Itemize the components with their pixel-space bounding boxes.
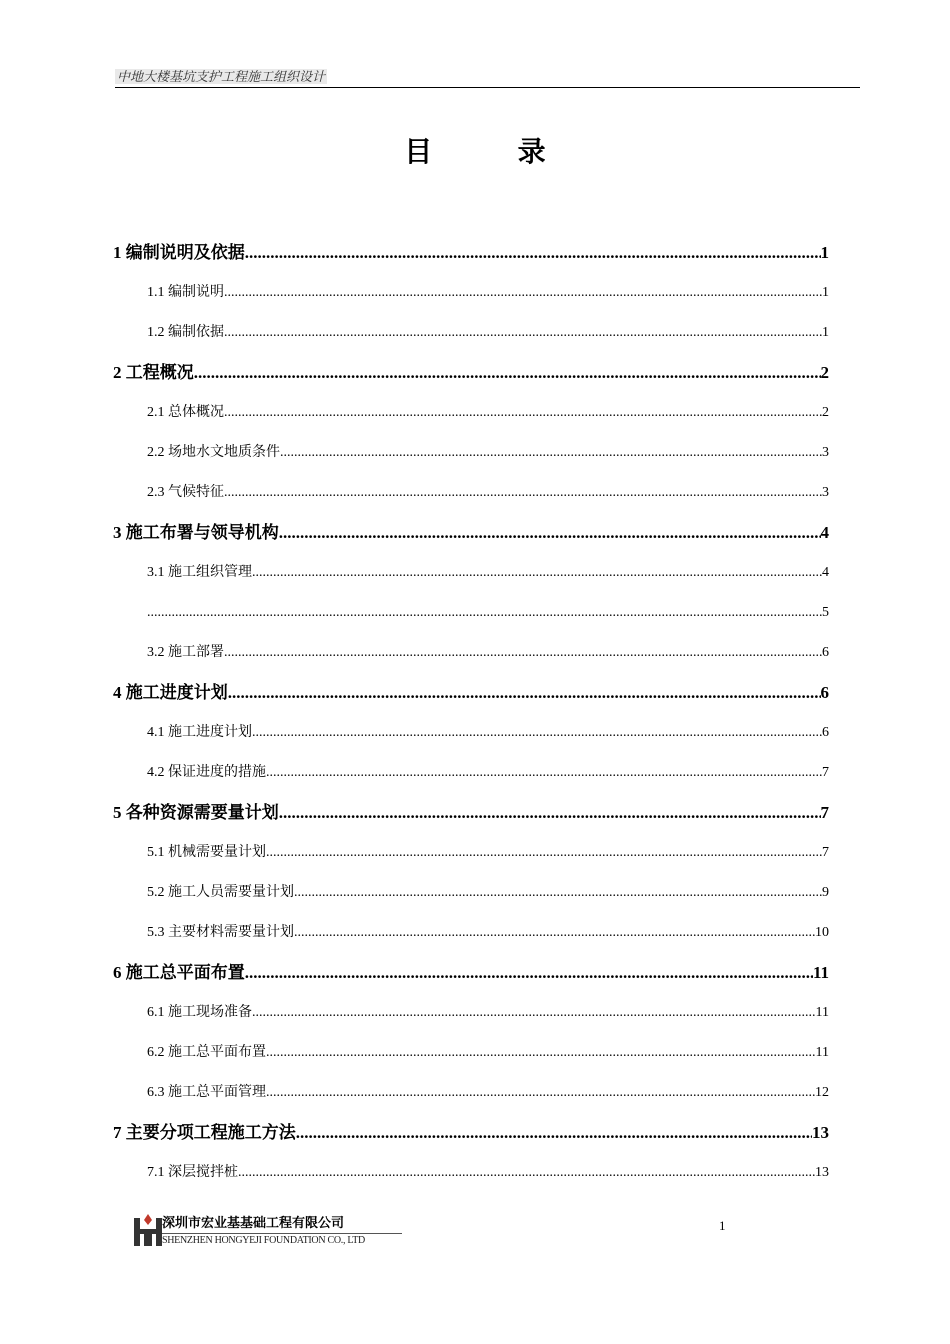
toc-entry-label: 1.1 编制说明 <box>147 285 224 300</box>
company-name-en: SHENZHEN HONGYEJI FOUNDATION CO., LTD <box>162 1235 365 1246</box>
toc-dot-leader <box>252 713 822 753</box>
toc-entry-label: 6 施工总平面布置 <box>113 963 245 982</box>
toc-entry-page: 3 <box>822 485 829 500</box>
toc-section-entry[interactable] <box>113 313 829 353</box>
toc-entry-page: 2 <box>822 405 829 420</box>
toc-entry-page: 13 <box>812 1123 829 1142</box>
toc-dot-leader <box>266 1073 815 1113</box>
toc-chapter-entry[interactable] <box>113 513 829 553</box>
toc-dot-leader <box>294 873 822 913</box>
toc-entry-page: 7 <box>820 803 829 822</box>
toc-section-entry[interactable] <box>113 713 829 753</box>
toc-dot-leader <box>280 433 822 473</box>
toc-chapter-entry[interactable] <box>113 233 829 273</box>
toc-entry-page: 1 <box>822 325 829 340</box>
toc-entry-page: 6 <box>820 683 829 702</box>
toc-entry-page: 2 <box>820 363 829 382</box>
toc-entry-page: 10 <box>815 925 829 940</box>
toc-dot-leader <box>252 993 816 1033</box>
toc-dot-leader <box>224 313 822 353</box>
toc-entry-label: 1 编制说明及依据 <box>113 243 245 262</box>
toc-dot-leader <box>294 913 815 953</box>
toc-entry-page: 5 <box>822 605 829 620</box>
toc-entry-label: 2.3 气候特征 <box>147 485 224 500</box>
toc-entry-label: 3.1 施工组织管理 <box>147 565 252 580</box>
page-header <box>115 68 860 88</box>
toc-section-entry[interactable] <box>113 1073 829 1113</box>
toc-entry-label: 3 施工布署与领导机构 <box>113 523 279 542</box>
toc-entry-label: 4 施工进度计划 <box>113 683 228 702</box>
toc-entry-page: 12 <box>815 1085 829 1100</box>
toc-entry-label: 5.1 机械需要量计划 <box>147 845 266 860</box>
toc-section-entry[interactable] <box>113 993 829 1033</box>
footer-divider <box>162 1233 402 1234</box>
toc-chapter-entry[interactable] <box>113 793 829 833</box>
toc-dot-leader <box>266 753 822 793</box>
page-number: 1 <box>719 1218 726 1233</box>
toc-dot-leader <box>224 273 822 313</box>
toc-entry-page: 13 <box>815 1165 829 1180</box>
toc-section-entry[interactable] <box>113 913 829 953</box>
toc-dot-leader <box>266 833 822 873</box>
toc-dot-leader <box>147 593 822 633</box>
toc-entry-label: 6.2 施工总平面布置 <box>147 1045 266 1060</box>
toc-entry-label: 2.1 总体概况 <box>147 405 224 420</box>
toc-section-entry[interactable] <box>113 393 829 433</box>
toc-entry-label: 7 主要分项工程施工方法 <box>113 1123 296 1142</box>
toc-entry-label: 2 工程概况 <box>113 363 194 382</box>
toc-dot-leader <box>228 673 821 713</box>
toc-chapter-entry[interactable] <box>113 673 829 713</box>
toc-entry-page: 1 <box>822 285 829 300</box>
toc-dot-leader <box>245 953 813 993</box>
toc-chapter-entry[interactable] <box>113 353 829 393</box>
company-name-cn: 深圳市宏业基基础工程有限公司 <box>162 1216 345 1231</box>
toc-section-entry[interactable] <box>113 873 829 913</box>
toc-dot-leader <box>252 553 822 593</box>
toc-entry-label: 1.2 编制依据 <box>147 325 224 340</box>
toc-entry-label: 5 各种资源需要量计划 <box>113 803 279 822</box>
toc-entry-page: 7 <box>822 845 829 860</box>
toc-entry-label: 4.1 施工进度计划 <box>147 725 252 740</box>
toc-entry-label: 5.3 主要材料需要量计划 <box>147 925 294 940</box>
toc-dot-leader <box>224 393 822 433</box>
toc-entry-page: 11 <box>812 963 829 982</box>
toc-entry-label: 2.2 场地水文地质条件 <box>147 445 280 460</box>
toc-entry-page: 6 <box>822 725 829 740</box>
toc-section-entry[interactable] <box>113 553 829 593</box>
page-title: 目 录 <box>404 137 585 168</box>
toc-section-entry[interactable] <box>113 833 829 873</box>
toc-entry-page: 9 <box>822 885 829 900</box>
toc-dot-leader <box>279 513 821 553</box>
toc-entry-label: 4.2 保证进度的措施 <box>147 765 266 780</box>
toc-section-entry[interactable] <box>113 593 829 633</box>
toc-section-entry[interactable] <box>113 433 829 473</box>
table-of-contents <box>113 233 829 1193</box>
toc-section-entry[interactable] <box>113 1033 829 1073</box>
toc-dot-leader <box>224 473 822 513</box>
toc-section-entry[interactable] <box>113 1153 829 1193</box>
toc-entry-page: 7 <box>822 765 829 780</box>
toc-section-entry[interactable] <box>113 473 829 513</box>
toc-dot-leader <box>194 353 821 393</box>
toc-dot-leader <box>266 1033 816 1073</box>
toc-entry-page: 4 <box>820 523 829 542</box>
toc-entry-page: 1 <box>820 243 829 262</box>
toc-entry-label: 6.1 施工现场准备 <box>147 1005 252 1020</box>
toc-entry-page: 11 <box>815 1045 829 1060</box>
toc-dot-leader <box>238 1153 815 1193</box>
toc-dot-leader <box>296 1113 812 1153</box>
toc-entry-label: 3.2 施工部署 <box>147 645 224 660</box>
toc-dot-leader <box>245 233 821 273</box>
toc-entry-page: 6 <box>822 645 829 660</box>
toc-chapter-entry[interactable] <box>113 1113 829 1153</box>
toc-entry-label: 5.2 施工人员需要量计划 <box>147 885 294 900</box>
toc-entry-label: 6.3 施工总平面管理 <box>147 1085 266 1100</box>
toc-section-entry[interactable] <box>113 273 829 313</box>
toc-section-entry[interactable] <box>113 753 829 793</box>
toc-entry-page: 11 <box>815 1005 829 1020</box>
toc-section-entry[interactable] <box>113 633 829 673</box>
header-text: 中地大楼基坑支护工程施工组织设计 <box>117 69 326 84</box>
toc-chapter-entry[interactable] <box>113 953 829 993</box>
toc-entry-label: 7.1 深层搅拌桩 <box>147 1165 238 1180</box>
toc-entry-page: 3 <box>822 445 829 460</box>
toc-dot-leader <box>279 793 821 833</box>
company-logo <box>133 1214 163 1248</box>
toc-dot-leader <box>224 633 822 673</box>
toc-entry-page: 4 <box>822 565 829 580</box>
